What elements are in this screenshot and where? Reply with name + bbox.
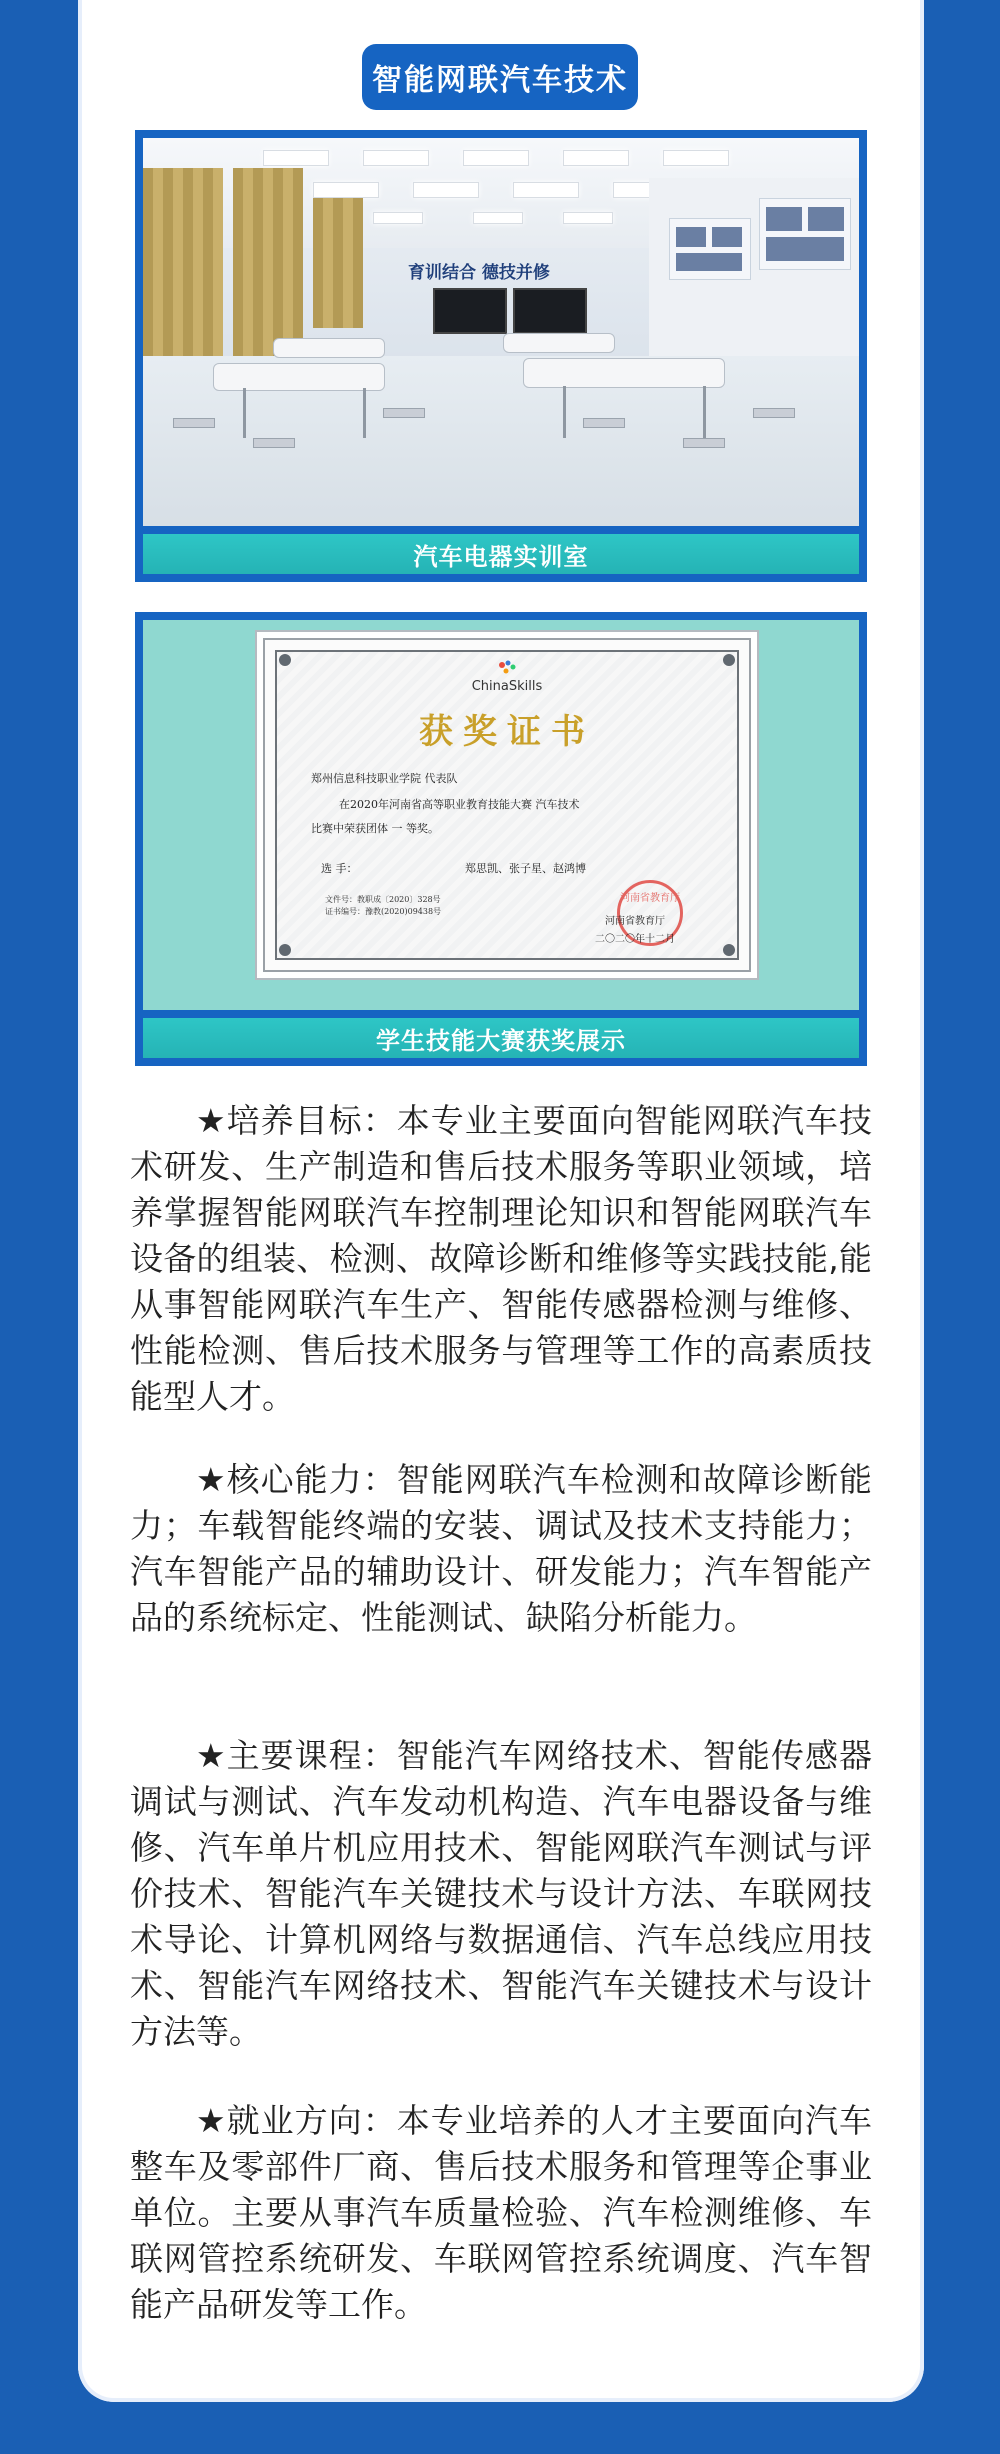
wall-poster xyxy=(759,198,851,270)
ceiling-light xyxy=(663,150,729,166)
classroom-photo-frame xyxy=(135,130,867,582)
ceiling-light xyxy=(563,150,629,166)
table-leg xyxy=(563,386,566,438)
wall-poster xyxy=(669,218,751,280)
lab-table xyxy=(503,333,615,353)
certificate-team: 郑州信息科技职业学院 代表队 xyxy=(311,772,458,785)
lab-table xyxy=(523,358,725,388)
wall-slogan: 育训结合 德技并修 xyxy=(408,263,550,283)
certificate-title: 获奖证书 xyxy=(419,712,595,752)
certificate-players: 郑思凯、张子星、赵鸿博 xyxy=(465,862,586,875)
certificate-players-label: 选 手： xyxy=(321,862,358,875)
certificate-date: 二〇二〇年十二月 xyxy=(595,934,675,945)
ceiling-light xyxy=(563,212,613,224)
section-training-goal: ★培养目标：本专业主要面向智能网联汽车技术研发、生产制造和售后技术服务等职业领域，培养掌握智能网联汽车控制理论知识和智能网联汽车设备的组装、检测、故障诊断和维修等实践技能,能从事智能网联汽车生产、智能传感器检测与维修、性能检测、售后技术服务与管理等工作的高素质技能型人才。 xyxy=(130,1101,872,1416)
table-leg xyxy=(243,388,246,438)
chinaskills-label: ChinaSkills xyxy=(471,679,543,694)
ceiling-light xyxy=(413,182,479,198)
stool xyxy=(173,418,215,428)
ceiling-light xyxy=(463,150,529,166)
stool xyxy=(383,408,425,418)
curtain xyxy=(313,198,363,328)
official-seal: 河南省教育厅 xyxy=(617,880,683,946)
lab-table xyxy=(273,338,385,358)
certificate-photo-frame xyxy=(135,612,867,1066)
certificate-issuer: 河南省教育厅 xyxy=(605,916,665,927)
wall-screen xyxy=(513,288,587,334)
ceiling-light xyxy=(473,212,523,224)
certificate-line-1: 在2020年河南省高等职业教育技能大赛 汽车技术 xyxy=(339,798,580,811)
section-core-ability: ★核心能力：智能网联汽车检测和故障诊断能力；车载智能终端的安装、调试及技术支持能力；汽车智能产品的辅助设计、研发能力；汽车智能产品的系统标定、性能测试、缺陷分析能力。 xyxy=(130,1460,872,1637)
section-main-courses: ★主要课程：智能汽车网络技术、智能传感器调试与测试、汽车发动机构造、汽车电器设备与维修、汽车单片机应用技术、智能网联汽车测试与评价技术、智能汽车关键技术与设计方法、车联网技术导论、计算机网络与数据通信、汽车总线应用技术、智能汽车网络技术、智能汽车关键技术与设计方法等。 xyxy=(130,1736,872,2051)
photo-caption: 学生技能大赛获奖展示 xyxy=(143,1018,859,1058)
stool xyxy=(253,438,295,448)
page-title: 智能网联汽车技术 xyxy=(362,44,638,110)
section-employment: ★就业方向：本专业培养的人才主要面向汽车整车及零部件厂商、售后技术服务和管理等企事业单位。主要从事汽车质量检验、汽车检测维修、车联网管控系统研发、车联网管控系统调度、汽车智能产品研发等工作。 xyxy=(130,2101,872,2324)
ceiling-light xyxy=(313,182,379,198)
lab-table xyxy=(213,363,385,391)
photo-caption: 汽车电器实训室 xyxy=(143,534,859,574)
stool xyxy=(683,438,725,448)
stool xyxy=(583,418,625,428)
ceiling-light xyxy=(373,212,423,224)
classroom-photo xyxy=(143,138,859,526)
certificate-line-2: 比赛中荣获团体 一 等奖。 xyxy=(311,822,439,835)
ceiling-light xyxy=(263,150,329,166)
certificate-serial-number: 证书编号：豫教(2020)09438号 xyxy=(325,907,442,916)
ceiling-light xyxy=(363,150,429,166)
chinaskills-brand xyxy=(265,660,749,694)
stool xyxy=(753,408,795,418)
ceiling-light xyxy=(513,182,579,198)
table-leg xyxy=(363,388,366,438)
certificate-photo xyxy=(143,620,859,1010)
corner-ornament xyxy=(279,944,291,956)
wall-screen xyxy=(433,288,507,334)
chinaskills-logo-icon xyxy=(496,660,518,676)
table-leg xyxy=(703,386,706,438)
certificate-doc-number: 文件号：教职成〔2020〕328号 xyxy=(325,895,441,904)
award-certificate xyxy=(263,638,751,972)
corner-ornament xyxy=(723,944,735,956)
